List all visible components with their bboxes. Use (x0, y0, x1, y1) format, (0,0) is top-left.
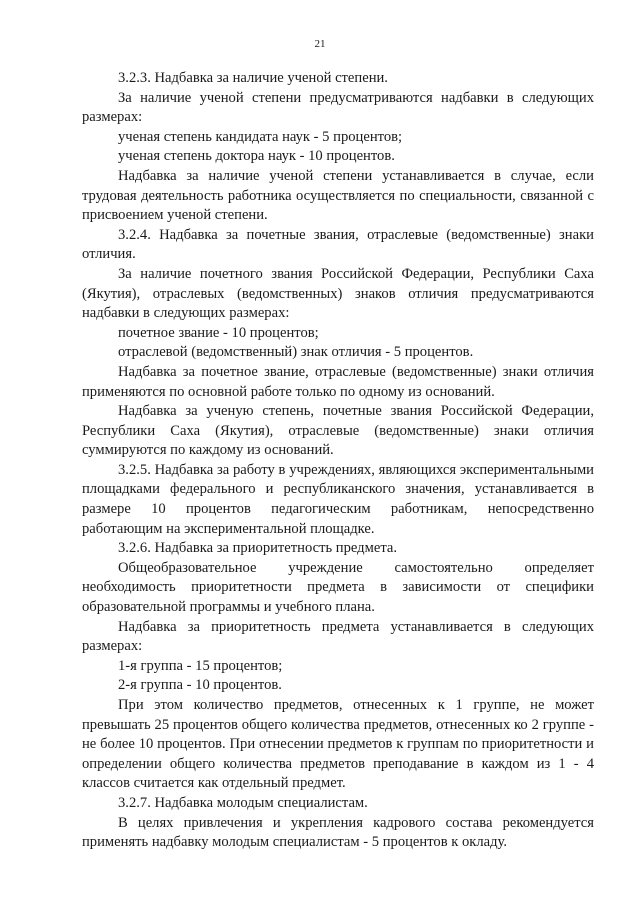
list-item-honorary-title: почетное звание - 10 процентов; (118, 324, 319, 341)
paragraph-honorary-basis: Надбавка за почетное звание, отраслевые (ведомственные) знаки отличия применяются по основной работе только по одному из оснований. (82, 363, 594, 400)
paragraph-honorary-title-sizes: За наличие почетного звания Российской Федерации, Республики Саха (Якутия), отраслевых (ведомственных) знаков отличия предусматриваются надбавки в следующих размерах: (82, 265, 594, 322)
paragraph-priority-sizes: Надбавка за приоритетность предмета устанавливается в следующих размерах: (82, 618, 594, 655)
section-heading-3-2-4: 3.2.4. Надбавка за почетные звания, отраслевые (ведомственные) знаки отличия. (82, 226, 594, 263)
list-item-doctor-degree: ученая степень доктора наук - 10 процентов. (118, 148, 395, 165)
section-heading-3-2-5: 3.2.5. Надбавка за работу в учреждениях, являющихся экспериментальными площадками федерального и республиканского значения, устанавливается в размере 10 процентов педагогическим работникам, непосредственно работающим на экспериментальной площадке. (82, 461, 594, 537)
paragraph-allowances-summed: Надбавка за ученую степень, почетные звания Российской Федерации, Республики Саха (Якутия), отраслевые (ведомственные) знаки отличия суммируются по каждому из оснований. (82, 403, 594, 459)
paragraph-degree-condition: Надбавка за наличие ученой степени устанавливается в случае, если трудовая деятельность работника осуществляется по специальности, связанной с присвоением ученой степени. (82, 167, 594, 224)
section-heading-3-2-3: 3.2.3. Надбавка за наличие ученой степени. (118, 70, 388, 86)
list-item-candidate-degree: ученая степень кандидата наук - 5 процентов; (118, 128, 403, 145)
list-item-group-2: 2-я группа - 10 процентов. (118, 677, 282, 694)
paragraph-degree-allowance-sizes: За наличие ученой степени предусматриваются надбавки в следующих размерах: (82, 89, 594, 126)
paragraph-group-limits: При этом количество предметов, отнесенных к 1 группе, не может превышать 25 процентов общего количества предметов, отнесенных ко 2 группе - не более 10 процентов. При отнесении предметов к группам по приоритетности и определении общего количества предметов преподавание в каждом из 1 - 4 классов считается как отдельный предмет. (82, 697, 594, 792)
page-number: 21 (314, 38, 326, 50)
section-heading-3-2-7: 3.2.7. Надбавка молодым специалистам. (118, 794, 368, 811)
paragraph-young-specialists: В целях привлечения и укрепления кадрового состава рекомендуется применять надбавку молодым специалистам - 5 процентов к окладу. (82, 814, 594, 851)
paragraph-subject-priority: Общеобразовательное учреждение самостоятельно определяет необходимость приоритетности предмета в зависимости от специфики образовательной программы и учебного плана. (82, 559, 594, 616)
section-heading-3-2-6: 3.2.6. Надбавка за приоритетность предмета. (118, 540, 397, 557)
list-item-badge-of-distinction: отраслевой (ведомственный) знак отличия - 5 процентов. (118, 344, 474, 361)
list-item-group-1: 1-я группа - 15 процентов; (118, 657, 283, 674)
document-body (82, 69, 594, 853)
